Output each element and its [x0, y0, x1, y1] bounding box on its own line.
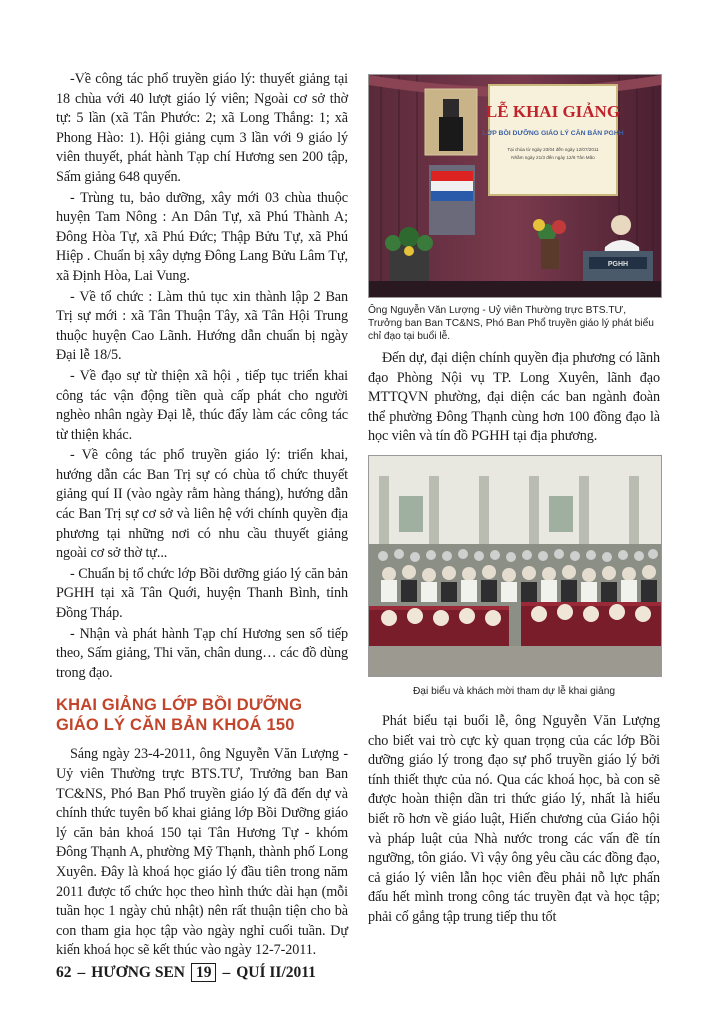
issue-number: 19	[191, 963, 217, 982]
paragraph: - Trùng tu, bảo dưỡng, xây mới 03 chùa thuộc huyện Tam Nông : An Dân Tự, xã Phú Thành A; Đông Hòa Tự, xã Phú Đức; Thập Bửu Tự, xã Phú Hiệp . Chuẩn bị xây dựng Đông Lang Bửu Lâm Tự, xã Định Hòa, Lai Vung.	[56, 189, 348, 284]
separator: –	[77, 963, 86, 981]
banner-line-1: Tại chùa từ ngày 23/04 đến ngày 12/07/2011	[507, 147, 599, 152]
magazine-name: HƯƠNG SEN	[91, 963, 185, 981]
banner-title: LỄ KHAI GIẢNG	[485, 102, 621, 121]
issue-quarter: QUÍ II/2011	[236, 963, 316, 981]
paragraph: - Về công tác phổ truyền giáo lý: triển khai, hướng dẫn các Ban Trị sự có chùa tổ chức thuyết giảng quí II (vào ngày rằm hàng tháng), hướng dẫn các Ban Trị sự cơ sở và liên hệ với chính quyền địa phương tại những nơi có nhu cầu thuyết giảng ngoài cơ sở thờ tự...	[56, 447, 348, 562]
paragraph: -Về công tác phổ truyền giáo lý: thuyết giảng tại 18 chùa với 40 lượt giáo lý viên; Ngoài cơ sở thờ tự: 5 lần (xã Tân Phước: 2; xã Long Thắng: 1; xã Phong Hào: 1). Hội giảng cụm 3 lần với 9 giáo lý viên thuyết, phát hành Tạp chí Hương sen 200 tập, Sấm giảng 648 quyển.	[56, 71, 348, 185]
photo-caption: Đại biểu và khách mời tham dự lễ khai giảng	[412, 685, 616, 697]
left-column	[56, 70, 348, 962]
podium-label: PGHH	[607, 261, 629, 268]
page-footer	[56, 963, 316, 982]
section-title: KHAI GIẢNG LỚP BỒI DƯỠNG GIÁO LÝ CĂN BẢN KHOÁ 150	[56, 696, 303, 735]
banner-line-2: Nhằm ngày 21/3 đến ngày 12/6 Tân Mão	[511, 155, 595, 160]
ceremony-speaker-photo	[368, 74, 662, 298]
paragraph: - Chuẩn bị tổ chức lớp Bồi dưỡng giáo lý căn bản PGHH tại xã Tân Quới, huyện Thanh Bình, tỉnh Đồng Tháp.	[56, 565, 348, 622]
paragraph: - Về tổ chức : Làm thủ tục xin thành lập 2 Ban Trị sự mới : xã Tân Thuận Tây, xã Tân Hội Trung thuộc huyện Cao Lãnh. Hướng dẫn chuẩn bị ngày Đại lễ 18/5.	[56, 288, 348, 364]
speaker-photo-illustration	[369, 75, 661, 297]
paragraph: - Nhận và phát hành Tạp chí Hương sen số tiếp theo, Sấm giảng, Thi văn, chân dung… các đồ dùng trong đạo.	[56, 625, 348, 681]
paragraph: Đến dự, đại diện chính quyền địa phương có lãnh đạo Phòng Nội vụ TP. Long Xuyên, lãnh đạo MTTQVN phường, đại diện các ban ngành đoàn thể phường Đông Thạnh cùng hơn 100 đồng đạo là học viên và tín đồ PGHH tại địa phương.	[368, 350, 660, 445]
separator: –	[222, 963, 231, 981]
paragraph: - Về đạo sự từ thiện xã hội , tiếp tục triển khai công tác vận động tiền quà cấp phát cho người nghèo nhân ngày Đại lễ, thúc đẩy làm các công tác từ thiện khác.	[56, 367, 348, 443]
page-number: 62	[56, 963, 72, 981]
photo-caption: Ông Nguyễn Văn Lượng - Uỷ viên Thường trực BTS.TƯ, Trưởng ban Ban TC&NS, Phó Ban Phổ truyền giáo lý phát biểu chỉ đạo tại buổi lễ.	[368, 305, 654, 342]
paragraph: Phát biểu tại buổi lễ, ông Nguyễn Văn Lượng cho biết vai trò cực kỳ quan trọng của các lớp Bồi dưỡng giáo lý trong đạo sự phổ truyền giáo lý bởi tính thiết thực của nó. Qua các khoá học, bà con sẽ được hoàn thiện dần tri thức giáo lý, nhất là hiểu biết rõ hơn về giáo luật, Hiến chương của Giáo hội và pháp luật của Nhà nước trong các vấn đề tín ngưỡng, tôn giáo. Vì vậy ông yêu cầu các đồng đạo, cả giáo lý viên lẫn học viên đều phải nỗ lực phấn đấu hết mình trong công tác truyền đạt và học tập; phải cố gắng tập trung tiếp thu tốt	[368, 712, 660, 925]
audience-photo-illustration	[369, 456, 661, 676]
right-column	[368, 74, 660, 929]
section-paragraph: Sáng ngày 23-4-2011, ông Nguyễn Văn Lượng - Uỷ viên Thường trực BTS.TƯ, Trưởng ban Ban TC&NS, Phó Ban Phổ truyền giáo lý đã đến dự và chính thức tuyên bố khai giảng lớp Bồi Dưỡng giáo lý căn bản khoá 150 tại Tân Hương Tự - khóm Đông Thạnh A, phường Mỹ Thạnh, thành phố Long Xuyên. Đây là khoá học giáo lý đầu tiên trong năm 2011 được tổ chức học theo hình thức dài hạn (mỗi tuần học 1 ngày chủ nhật) nên rất thuận tiện cho bà con tham gia học tập vào ngày nghỉ cuối tuần. Dự kiến khoá học sẽ kết thúc vào ngày 12-7-2011.	[56, 746, 348, 959]
banner-subtitle: LỚP BỒI DƯỠNG GIÁO LÝ CĂN BẢN PGHH	[482, 130, 624, 137]
audience-photo	[368, 455, 662, 677]
